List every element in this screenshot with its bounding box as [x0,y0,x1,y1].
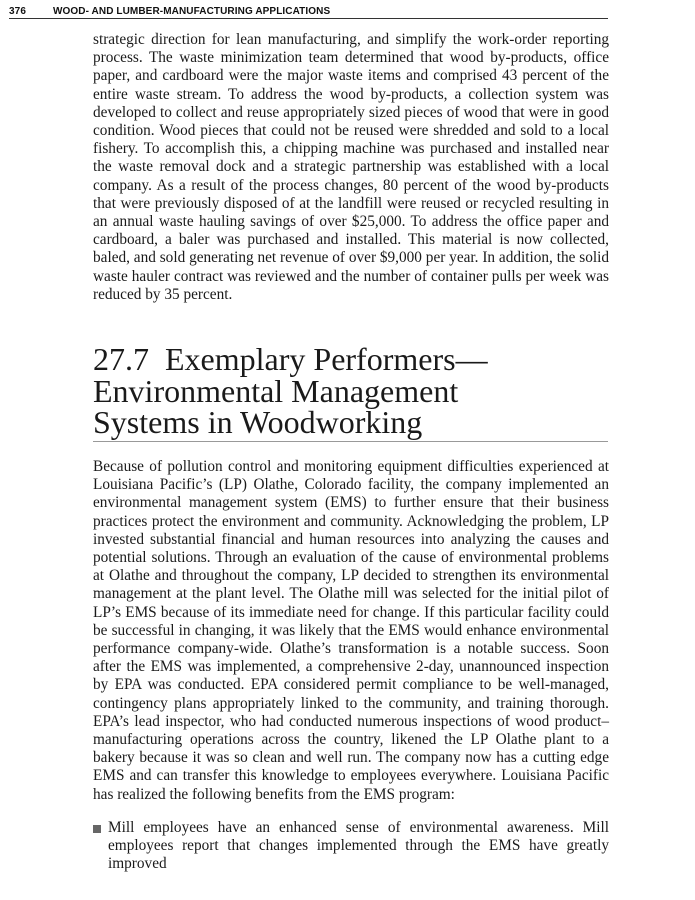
section-number: 27.7 [93,341,149,377]
section-title-line-2: Environmental Management [93,372,459,409]
square-bullet-icon [93,821,108,836]
page-number: 376 [9,6,26,17]
section-title-line-1: Exemplary Performers— [165,341,488,377]
running-title: WOOD- AND LUMBER-MANUFACTURING APPLICATIONS [53,6,331,17]
bullet-text: Mill employees have an enhanced sense of environmental awareness. Mill employees report that changes implemented through the EMS have greatly improved [108,819,609,873]
section-title-line-3: Systems in Woodworking [93,404,423,440]
section-heading-line-1 [93,341,608,377]
paragraph-louisiana-pacific-ems: Because of pollution control and monitoring equipment difficulties experienced at Louisiana Pacific’s (LP) Olathe, Colorado facility, the company implemented an environmental management system (EMS) to further ensure that their business practices protect the environment and community. Acknowledging the problem, LP invested substantial financial and human resources into analyzing the causes and potential solutions. Through an evaluation of the cause of environmental problems at Olathe and throughout the company, LP decided to strengthen its environmental management at the plant level. The Olathe mill was selected for the initial pilot of LP’s EMS because of its immediate need for change. If this particular facility could be successful in changing, it was likely that the EMS would enhance environmental performance company-wide. Olathe’s transformation is a notable success. Soon after the EMS was implemented, a comprehensive 2-day, unannounced inspection by EPA was conducted. EPA considered permit compliance to be well-managed, contingency plans appropriately linked to the community, and training thorough. EPA’s lead inspector, who had conducted numerous inspections of wood product–manufacturing operations across the country, likened the LP Olathe plant to a bakery because it was so clean and well run. The company now has a cutting edge EMS and can transfer this knowledge to employees everywhere. Louisiana Pacific has realized the following benefits from the EMS program: [93,458,609,803]
bullet-item [93,819,609,874]
paragraph-waste-minimization: strategic direction for lean manufacturing, and simplify the work-order reporting process. The waste minimization team determined that wood by-products, office paper, and cardboard were the major waste items and comprised 43 percent of the entire waste stream. To address the wood by-products, a collection system was developed to collect and reuse appropriately sized pieces of wood that were in good condition. Wood pieces that could not be reused were shredded and sold to a local fishery. To accomplish this, a chipping machine was purchased and installed near the waste removal dock and a strategic partnership was established with a local company. As a result of the process changes, 80 percent of the wood by-products that were previously disposed of at the landfill were reused or recycled resulting in an annual waste hauling savings of over $25,000. To address the office paper and cardboard, a baler was purchased and installed. This material is now collected, baled, and sold generating net revenue of over $9,000 per year. In addition, the solid waste hauler contract was reviewed and the number of container pulls per week was reduced by 35 percent. [93,31,609,303]
section-heading [93,341,608,442]
bullet-list [93,819,609,874]
running-head [9,6,608,19]
